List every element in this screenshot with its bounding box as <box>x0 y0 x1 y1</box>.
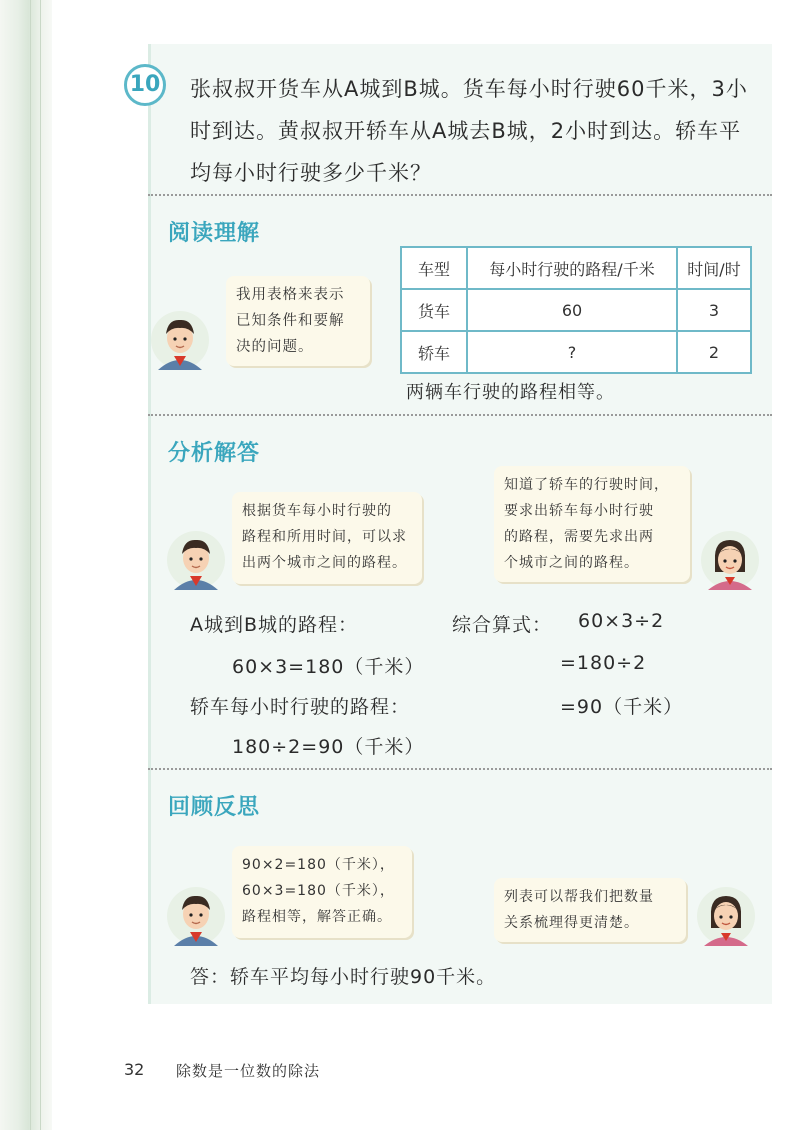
speech-bubble-reading <box>226 276 370 366</box>
table-header-cell: 车型 <box>401 247 467 289</box>
spine-line <box>30 0 31 1130</box>
speech-bubble-review-girl <box>494 878 686 942</box>
table-cell: 货车 <box>401 289 467 331</box>
answer-text: 答：轿车平均每小时行驶90千米。 <box>190 966 497 988</box>
book-spine <box>0 0 52 1130</box>
section-title-review: 回顾反思 <box>168 795 261 820</box>
step2-equation: 180÷2=90（千米） <box>232 736 425 758</box>
problem-line: 时到达。黄叔叔开轿车从A城去B城，2小时到达。轿车平 <box>190 119 742 143</box>
section-divider <box>148 768 772 770</box>
speech-bubble-girl <box>494 466 690 582</box>
bubble-line: 关系梳理得更清楚。 <box>504 915 639 931</box>
speech-bubble-boy <box>232 492 422 584</box>
step2-label: 轿车每小时行驶的路程： <box>190 696 411 718</box>
section-title-analysis: 分析解答 <box>168 441 261 466</box>
page-number: 32 <box>124 1060 145 1079</box>
girl-icon <box>696 886 756 946</box>
table-cell: 3 <box>677 289 751 331</box>
bubble-line: 决的问题。 <box>236 339 314 355</box>
bubble-line: 已知条件和要解 <box>236 313 345 329</box>
bubble-line: 个城市之间的路程。 <box>504 555 639 571</box>
step1-label: A城到B城的路程： <box>190 614 359 636</box>
table-cell: 60 <box>467 289 677 331</box>
bubble-line: 我用表格来表示 <box>236 287 345 303</box>
bubble-line: 出两个城市之间的路程。 <box>242 555 407 571</box>
boy-icon <box>150 310 210 370</box>
section-title-reading: 阅读理解 <box>168 221 261 246</box>
problem-line: 均每小时行驶多少千米？ <box>190 161 432 185</box>
table-header-cell: 每小时行驶的路程/千米 <box>467 247 677 289</box>
bubble-line: 的路程，需要先求出两 <box>504 529 654 545</box>
info-table <box>400 246 752 374</box>
table-header-cell: 时间/时 <box>677 247 751 289</box>
bubble-line: 60×3=180（千米）， <box>242 883 395 899</box>
reading-note: 两辆车行驶的路程相等。 <box>406 382 615 403</box>
problem-line: 张叔叔开货车从A城到B城。货车每小时行驶60千米，3小 <box>190 77 748 101</box>
table-cell: 2 <box>677 331 751 373</box>
combined-step: 60×3÷2 <box>578 610 665 632</box>
spine-line <box>40 0 41 1130</box>
bubble-line: 根据货车每小时行驶的 <box>242 503 392 519</box>
section-divider <box>148 194 772 196</box>
table-cell: 轿车 <box>401 331 467 373</box>
boy-icon <box>166 530 226 590</box>
table-row <box>401 331 751 373</box>
girl-icon <box>700 530 760 590</box>
section-divider <box>148 414 772 416</box>
problem-number-badge: 10 <box>124 64 166 106</box>
table-row <box>401 289 751 331</box>
chapter-title: 除数是一位数的除法 <box>176 1062 321 1080</box>
bubble-line: 90×2=180（千米）， <box>242 857 395 873</box>
table-cell: ? <box>467 331 677 373</box>
bubble-line: 列表可以帮我们把数量 <box>504 889 654 905</box>
combined-step: =90（千米） <box>560 696 684 718</box>
step1-equation: 60×3=180（千米） <box>232 656 425 678</box>
table-header-row <box>401 247 751 289</box>
card-edge <box>148 44 151 1004</box>
bubble-line: 路程相等，解答正确。 <box>242 909 392 925</box>
problem-text <box>190 68 760 194</box>
combined-step: =180÷2 <box>560 652 647 674</box>
bubble-line: 知道了轿车的行驶时间， <box>504 477 669 493</box>
bubble-line: 路程和所用时间，可以求 <box>242 529 407 545</box>
boy-icon <box>166 886 226 946</box>
speech-bubble-review-boy <box>232 846 412 938</box>
bubble-line: 要求出轿车每小时行驶 <box>504 503 654 519</box>
combined-label: 综合算式： <box>452 614 553 636</box>
